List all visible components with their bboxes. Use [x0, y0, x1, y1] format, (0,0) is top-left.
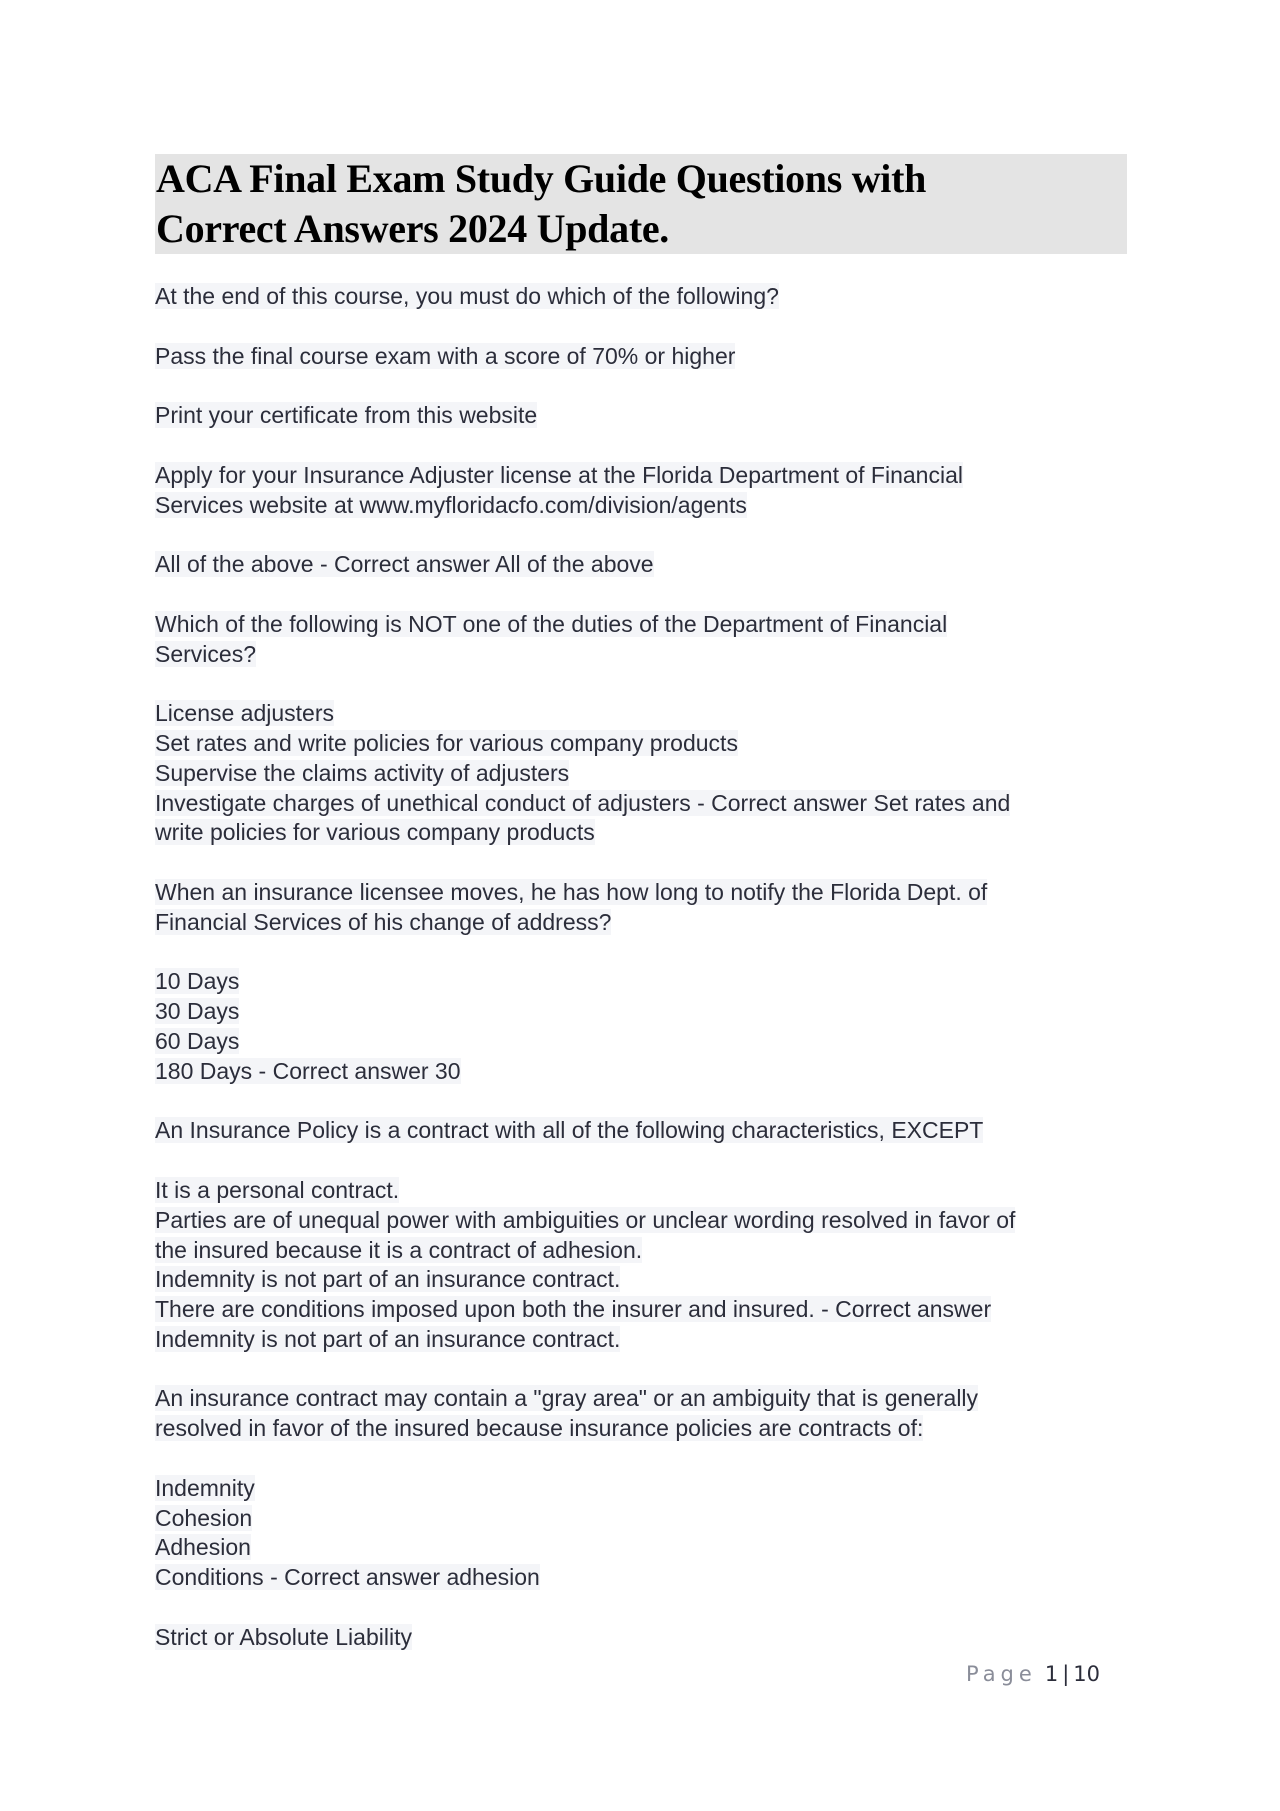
highlighted-text: Print your certificate from this website [155, 402, 538, 429]
text-line [155, 1563, 1135, 1593]
text-block [155, 401, 1135, 431]
text-line [155, 997, 1135, 1027]
text-line [155, 342, 1135, 372]
highlighted-text: Financial Services of his change of address? [155, 908, 612, 935]
text-line [155, 1504, 1135, 1534]
highlighted-text: Apply for your Insurance Adjuster license at the Florida Department of Financial [155, 461, 963, 488]
highlighted-text: 30 Days [155, 998, 240, 1025]
highlighted-text: the insured because it is a contract of adhesion. [155, 1236, 643, 1263]
text-block [155, 1176, 1135, 1355]
text-line [155, 789, 1135, 819]
text-line [155, 1176, 1135, 1206]
text-block [155, 461, 1135, 521]
text-line [155, 908, 1135, 938]
highlighted-text: write policies for various company products [155, 819, 595, 846]
text-line [155, 401, 1135, 431]
text-line [155, 729, 1135, 759]
highlighted-text: 10 Days [155, 968, 240, 995]
text-line [155, 818, 1135, 848]
highlighted-text: Set rates and write policies for various company products [155, 729, 738, 756]
highlighted-text: Indemnity is not part of an insurance contract. [155, 1325, 621, 1352]
highlighted-text: Investigate charges of unethical conduct of adjusters - Correct answer Set rates and [155, 789, 1011, 816]
text-line [155, 1533, 1135, 1563]
document-title [155, 154, 1127, 254]
highlighted-text: Strict or Absolute Liability [155, 1623, 412, 1650]
text-line [155, 1116, 1135, 1146]
highlighted-text: Indemnity [155, 1474, 255, 1501]
text-block [155, 610, 1135, 670]
text-line [155, 1325, 1135, 1355]
highlighted-text: An Insurance Policy is a contract with all of the following characteristics, EXCEPT [155, 1117, 984, 1144]
text-block [155, 1474, 1135, 1593]
text-line [155, 491, 1135, 521]
text-block [155, 342, 1135, 372]
title-line-2: Correct Answers 2024 Update. [156, 206, 670, 251]
text-line [155, 610, 1135, 640]
highlighted-text: Which of the following is NOT one of the duties of the Department of Financial [155, 610, 948, 637]
highlighted-text: Pass the final course exam with a score of 70% or higher [155, 342, 736, 369]
highlighted-text: At the end of this course, you must do which of the following? [155, 283, 779, 309]
text-line [155, 282, 1135, 312]
text-block [155, 878, 1135, 938]
highlighted-text: There are conditions imposed upon both the insurer and insured. - Correct answer [155, 1296, 992, 1323]
highlighted-text: Parties are of unequal power with ambiguities or unclear wording resolved in favor of [155, 1206, 1016, 1233]
title-box [155, 154, 1127, 254]
text-block [155, 699, 1135, 848]
highlighted-text: Adhesion [155, 1534, 251, 1561]
text-line [155, 878, 1135, 908]
highlighted-text: Cohesion [155, 1504, 253, 1531]
document-body [155, 282, 1135, 1682]
highlighted-text: 60 Days [155, 1027, 240, 1054]
highlighted-text: resolved in favor of the insured because insurance policies are contracts of: [155, 1415, 924, 1442]
text-block [155, 1623, 1135, 1653]
highlighted-text: All of the above - Correct answer All of the above [155, 551, 654, 578]
page-label: Page [965, 1662, 1037, 1686]
text-block [155, 1116, 1135, 1146]
highlighted-text: Services? [155, 640, 256, 667]
text-block [155, 967, 1135, 1086]
text-line [155, 550, 1135, 580]
highlighted-text: It is a personal contract. [155, 1176, 400, 1203]
total-pages: 10 [1073, 1662, 1100, 1686]
text-line [155, 1474, 1135, 1504]
text-line [155, 1265, 1135, 1295]
text-line [155, 1236, 1135, 1266]
text-line [155, 699, 1135, 729]
text-line [155, 1027, 1135, 1057]
highlighted-text: When an insurance licensee moves, he has how long to notify the Florida Dept. of [155, 878, 988, 905]
text-line [155, 759, 1135, 789]
text-line [155, 461, 1135, 491]
text-line [155, 1206, 1135, 1236]
highlighted-text: Supervise the claims activity of adjusters [155, 759, 570, 786]
text-line [155, 1057, 1135, 1087]
highlighted-text: License adjusters [155, 700, 334, 727]
text-line [155, 1384, 1135, 1414]
page-footer [966, 1660, 1100, 1688]
page-separator: | [1062, 1662, 1070, 1686]
text-line [155, 967, 1135, 997]
text-block [155, 1384, 1135, 1444]
highlighted-text: Services website at www.myfloridacfo.com/division/agents [155, 491, 747, 518]
highlighted-text: 180 Days - Correct answer 30 [155, 1057, 461, 1084]
highlighted-text: Conditions - Correct answer adhesion [155, 1564, 540, 1591]
text-block [155, 282, 1135, 312]
highlighted-text: Indemnity is not part of an insurance contract. [155, 1266, 621, 1293]
text-line [155, 640, 1135, 670]
text-line [155, 1414, 1135, 1444]
text-line [155, 1295, 1135, 1325]
highlighted-text: An insurance contract may contain a "gray area" or an ambiguity that is generally [155, 1385, 979, 1412]
current-page-number: 1 [1044, 1662, 1059, 1686]
title-line-1: ACA Final Exam Study Guide Questions with [156, 156, 927, 201]
text-line [155, 1623, 1135, 1653]
text-block [155, 550, 1135, 580]
